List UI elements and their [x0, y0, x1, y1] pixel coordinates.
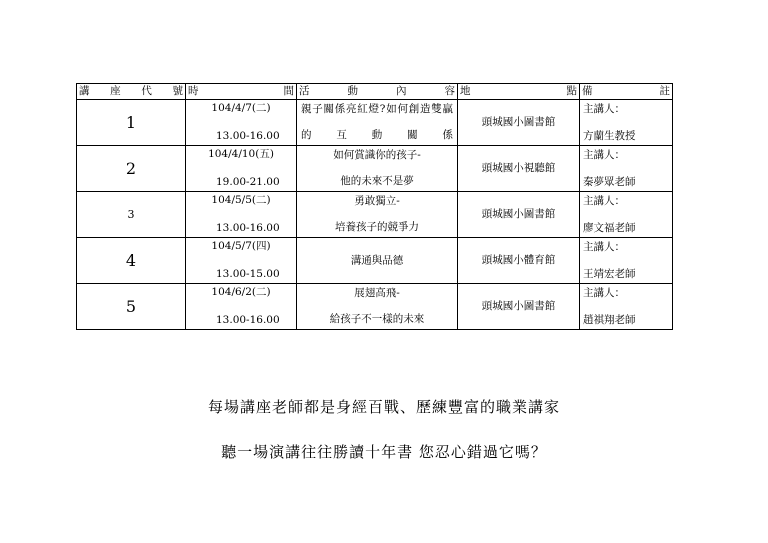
activity-line1: 親子關係亮紅燈?如何創造雙贏	[301, 103, 453, 115]
lecture-hours: 13.00-15.00	[216, 268, 280, 281]
activity-line2: 培養孩子的競爭力	[335, 221, 419, 234]
lecture-code: 4	[77, 238, 186, 284]
speaker-name: 王靖宏老師	[583, 268, 636, 281]
lecture-date: 104/4/10(五)	[208, 148, 274, 160]
lecture-code: 2	[77, 146, 186, 192]
activity-line1: 展翅高飛-	[354, 287, 400, 299]
header-time: 時間	[186, 84, 297, 100]
table-row	[77, 146, 673, 192]
lecture-code: 3	[77, 192, 186, 238]
lecture-activity	[297, 238, 458, 284]
lecture-place: 頭城國小圖書館	[458, 100, 580, 146]
lecture-date: 104/6/2(二)	[211, 286, 271, 298]
lecture-hours: 13.00-16.00	[216, 222, 280, 235]
activity-line2: 的互動關係	[301, 129, 453, 142]
lecture-time	[186, 284, 297, 330]
lecture-place: 頭城國小視聽館	[458, 146, 580, 192]
lecture-note	[580, 146, 673, 192]
lecture-code: 5	[77, 284, 186, 330]
header-activity: 活動內容	[297, 84, 458, 100]
lecture-schedule-table	[76, 83, 673, 330]
lecture-hours: 13.00-16.00	[216, 130, 280, 143]
table-row	[77, 238, 673, 284]
table-row	[77, 284, 673, 330]
speaker-name: 趙祺翔老師	[583, 314, 636, 327]
header-code: 講座代號	[77, 84, 186, 100]
header-note: 備註	[580, 84, 673, 100]
activity-line1: 溝通與品德	[350, 254, 404, 267]
lecture-date: 104/4/7(二)	[211, 102, 271, 114]
activity-line2: 給孩子不一樣的未來	[329, 313, 425, 326]
lecture-hours: 13.00-16.00	[216, 314, 280, 327]
lecture-date: 104/5/5(二)	[211, 194, 271, 206]
lecture-code: 1	[77, 100, 186, 146]
lecture-place: 頭城國小體育館	[458, 238, 580, 284]
speaker-name: 方蘭生教授	[583, 130, 636, 143]
lecture-time	[186, 238, 297, 284]
lecture-time	[186, 192, 297, 238]
activity-line2: 他的未來不是夢	[340, 175, 414, 188]
lecture-hours: 19.00-21.00	[216, 176, 280, 189]
lecture-activity	[297, 146, 458, 192]
slogan-line-1: 每場講座老師都是身經百戰、歷練豐富的職業講家	[207, 398, 560, 416]
speaker-label: 主講人：	[583, 287, 625, 299]
lecture-place: 頭城國小圖書館	[458, 284, 580, 330]
table-header-row	[77, 84, 673, 100]
lecture-note	[580, 238, 673, 284]
lecture-time	[186, 100, 297, 146]
lecture-note	[580, 100, 673, 146]
lecture-note	[580, 284, 673, 330]
speaker-label: 主講人：	[583, 103, 625, 115]
table-row	[77, 192, 673, 238]
speaker-name: 廖文福老師	[583, 222, 636, 235]
speaker-label: 主講人：	[583, 149, 625, 161]
lecture-activity	[297, 284, 458, 330]
speaker-label: 主講人：	[583, 195, 625, 207]
slogan-line-2: 聽一場演講往往勝讀十年書 您忍心錯過它嗎？	[221, 443, 547, 461]
lecture-date: 104/5/7(四)	[211, 240, 271, 252]
speaker-label: 主講人：	[583, 241, 625, 253]
table-row	[77, 100, 673, 146]
activity-line1: 勇敢獨立-	[354, 195, 400, 207]
header-place: 地點	[458, 84, 580, 100]
lecture-activity	[297, 100, 458, 146]
lecture-activity	[297, 192, 458, 238]
lecture-note	[580, 192, 673, 238]
lecture-place: 頭城國小圖書館	[458, 192, 580, 238]
activity-line1: 如何賞識你的孩子-	[333, 149, 421, 161]
speaker-name: 秦夢眾老師	[583, 176, 636, 189]
lecture-time	[186, 146, 297, 192]
